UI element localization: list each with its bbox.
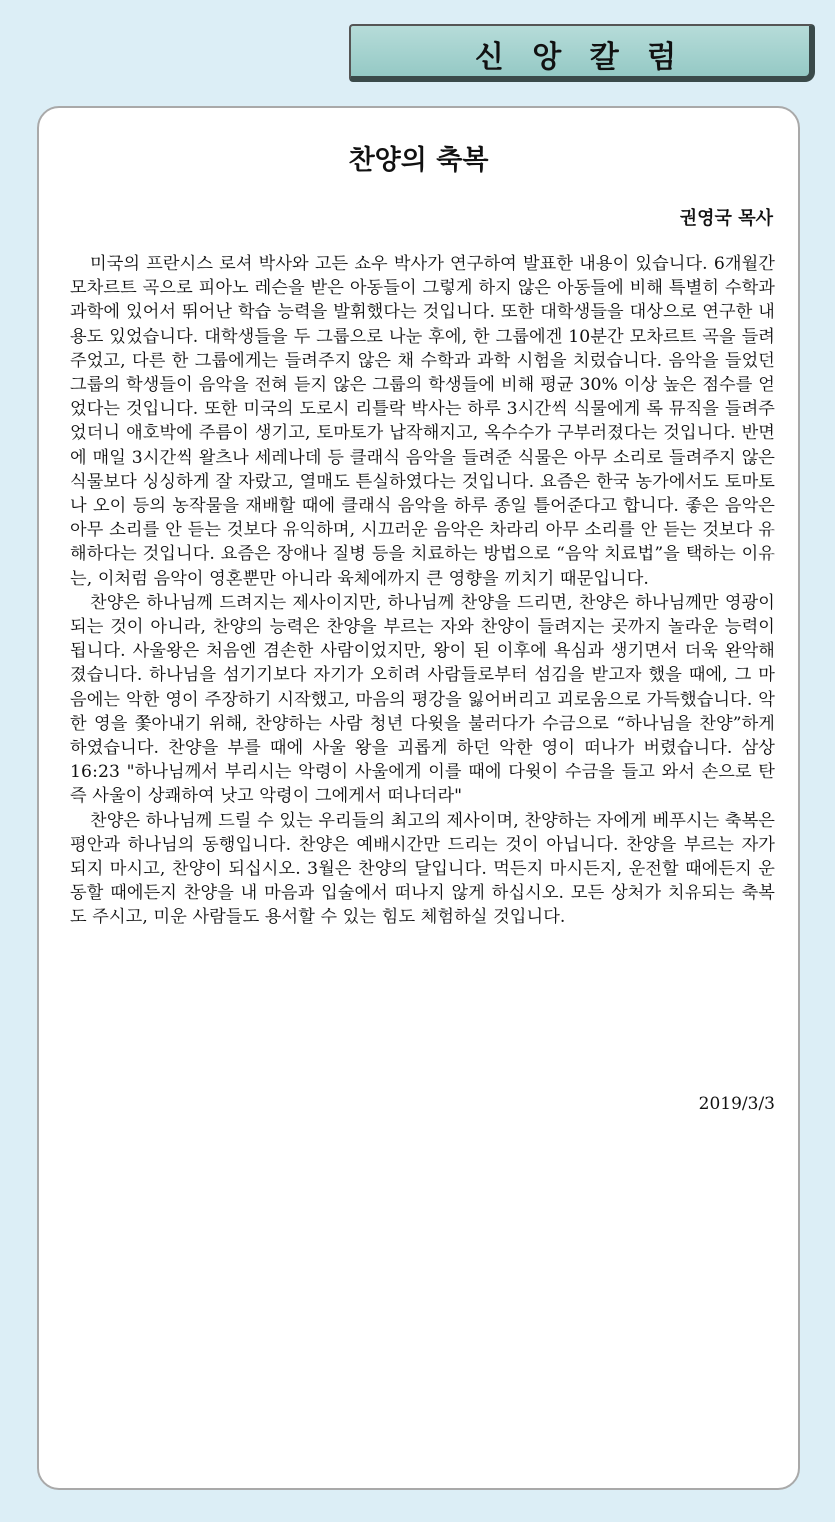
section-title: 신 앙 칼 럼	[474, 40, 686, 75]
section-header-tab	[349, 24, 815, 82]
article-date: 2019/3/3	[698, 1094, 775, 1114]
article-paragraph: 미국의 프란시스 로셔 박사와 고든 쇼우 박사가 연구하여 발표한 내용이 있습니다. 6개월간 모차르트 곡으로 피아노 레슨을 받은 아동들이 그렇게 하지 않은 아동들에 비해 특별히 수학과 과학에 있어서 뛰어난 학습 능력을 발휘했다는 것입니다. 또한 대학생들을 대상으로 연구한 내용도 있었습니다. 대학생들을 두 그룹으로 나눈 후에, 한 그룹에겐 10분간 모차르트 곡을 들려주었고, 다른 한 그룹에게는 들려주지 않은 채 수학과 과학 시험을 치렀습니다. 음악을 들었던 그룹의 학생들이 음악을 전혀 듣지 않은 그룹의 학생들에 비해 평균 30% 이상 높은 점수를 얻었다는 것입니다. 또한 미국의 도로시 리틀락 박사는 하루 3시간씩 식물에게 록 뮤직을 들려주었더니 애호박에 주름이 생기고, 토마토가 납작해지고, 옥수수가 구부러졌다는 것입니다. 반면에 매일 3시간씩 왈츠나 세레나데 등 클래식 음악을 들려준 식물은 아무 소리로 들려주지 않은 식물보다 싱싱하게 잘 자랐고, 열매도 튼실하였다는 것입니다. 요즘은 한국 농가에서도 토마토나 오이 등의 농작물을 재배할 때에 클래식 음악을 하루 종일 틀어준다고 합니다. 좋은 음악은 아무 소리를 안 듣는 것보다 유익하며, 시끄러운 음악은 차라리 아무 소리를 안 듣는 것보다 유해하다는 것입니다. 요즘은 장애나 질병 등을 치료하는 방법으로 “음악 치료법”을 택하는 이유는, 이처럼 음악이 영혼뿐만 아니라 육체에까지 큰 영향을 끼치기 때문입니다.	[70, 254, 775, 589]
article-paragraph: 찬양은 하나님께 드릴 수 있는 우리들의 최고의 제사이며, 찬양하는 자에게 베푸시는 축복은 평안과 하나님의 동행입니다. 찬양은 예배시간만 드리는 것이 아닙니다. 찬양을 부르는 자가 되지 마시고, 찬양이 되십시오. 3월은 찬양의 달입니다. 먹든지 마시든지, 운전할 때에든지 운동할 때에든지 찬양을 내 마음과 입술에서 떠나지 않게 하십시오. 모든 상처가 치유되는 축복도 주시고, 미운 사람들도 용서할 수 있는 힘도 체험하실 것입니다.	[70, 810, 775, 928]
article-paragraph: 찬양은 하나님께 드려지는 제사이지만, 하나님께 찬양을 드리면, 찬양은 하나님께만 영광이 되는 것이 아니라, 찬양의 능력은 찬양을 부르는 자와 찬양이 들려지는 곳까지 놀라운 능력이 됩니다. 사울왕은 처음엔 겸손한 사람이었지만, 왕이 된 이후에 욕심과 생기면서 더욱 완악해졌습니다. 하나님을 섬기기보다 자기가 오히려 사람들로부터 섬김을 받고자 했을 때에, 그 마음에는 악한 영이 주장하기 시작했고, 마음의 평강을 잃어버리고 괴로움으로 가득했습니다. 악한 영을 쫓아내기 위해, 찬양하는 사람 청년 다윗을 불러다가 수금으로 “하나님을 찬양”하게 하였습니다. 찬양을 부를 때에 사울 왕을 괴롭게 하던 악한 영이 떠나가 버렸습니다. 삼상16:23 "하나님께서 부리시는 악령이 사울에게 이를 때에 다윗이 수금을 들고 와서 손으로 탄즉 사울이 상쾌하여 낫고 악령이 그에게서 떠나더라"	[70, 592, 775, 807]
article-author: 권영국 목사	[679, 208, 773, 229]
article-body	[70, 252, 775, 930]
article-card	[37, 106, 800, 1490]
article-title: 찬양의 축복	[348, 145, 489, 176]
